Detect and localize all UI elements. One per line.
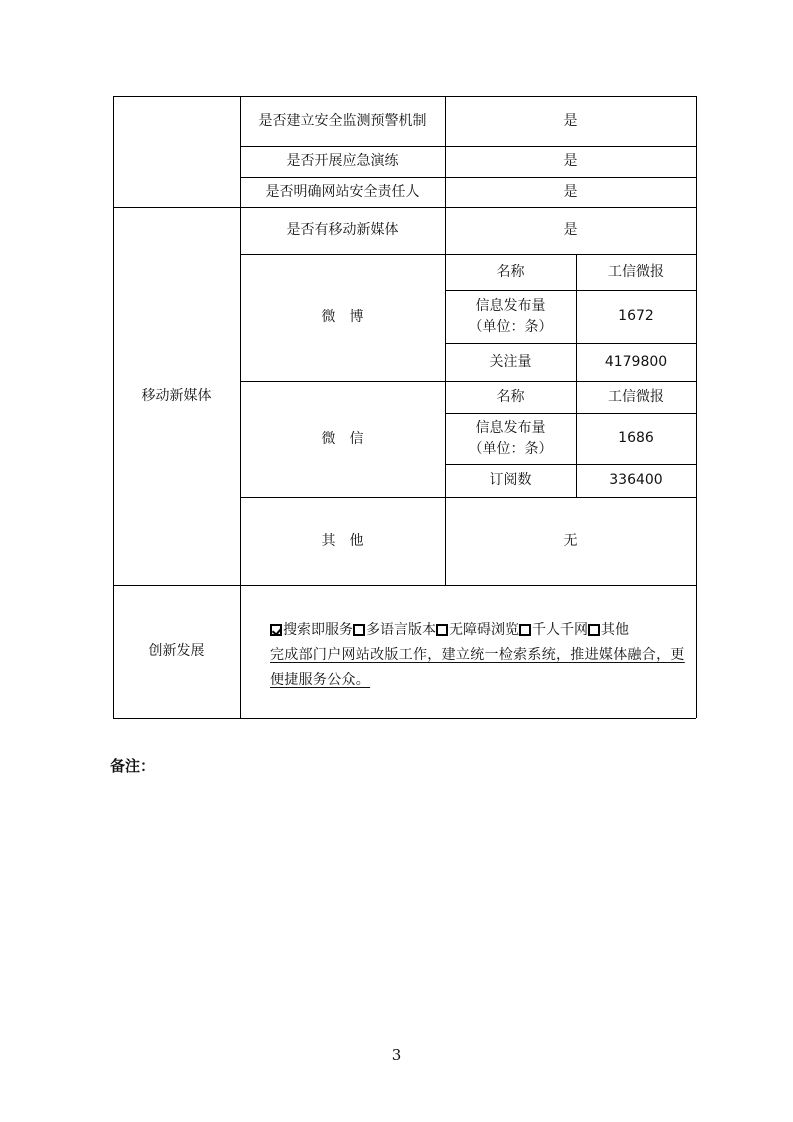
checkbox-other[interactable] [588,624,600,636]
option-personalized: 千人千网 [532,622,588,638]
weibo-followers-label: 关注量 [489,353,532,370]
notes-label: 备注： [110,757,156,775]
innovation-section-label: 创新发展 [148,643,205,659]
weibo-posts-label-line2: （单位：条） [468,318,553,335]
page-number: 3 [391,1046,402,1064]
wechat-subscribers-value: 336400 [609,472,663,488]
has-mobile-value: 是 [563,222,578,238]
option-multilingual: 多语言版本 [366,622,436,638]
has-mobile-label: 是否有移动新媒体 [286,222,399,238]
other-label: 其 他 [321,532,364,549]
wechat-posts-label [445,413,576,464]
weibo-posts-value: 1672 [618,308,654,324]
responsible-value: 是 [563,183,578,200]
responsible-label: 是否明确网站安全责任人 [265,183,420,200]
drill-value: 是 [563,153,578,169]
checkbox-multilingual[interactable] [353,624,365,636]
drill-label: 是否开展应急演练 [286,153,399,169]
wechat-posts-label-line1: 信息发布量 [475,419,546,436]
checkbox-personalized[interactable] [519,624,531,636]
wechat-posts-value: 1686 [618,430,654,446]
option-search-service: 搜索即服务 [283,622,353,638]
wechat-posts-label-line2: （单位：条） [468,440,553,457]
checkbox-search-service[interactable] [270,624,282,636]
wechat-name-label: 名称 [496,388,525,405]
mobile-section-label: 移动新媒体 [141,387,212,404]
option-accessibility: 无障碍浏览 [449,622,519,638]
weibo-label: 微 博 [321,309,364,325]
weibo-name-value: 工信微报 [608,263,664,280]
innovation-description: 完成部门户网站改版工作，建立统一检索系统，推进媒体融合，更便捷服务公众。 [270,647,685,688]
wechat-subscribers-label: 订阅数 [489,472,532,488]
wechat-label: 微 信 [321,430,364,447]
checkbox-accessibility[interactable] [436,624,448,636]
weibo-posts-label-line1: 信息发布量 [475,297,546,314]
wechat-name-value: 工信微报 [608,388,664,405]
monitoring-value: 是 [563,112,578,129]
weibo-followers-value: 4179800 [604,353,668,370]
weibo-posts-label [445,290,576,343]
option-other: 其他 [601,622,629,638]
other-value: 无 [563,532,578,549]
innovation-options [270,617,690,643]
monitoring-label: 是否建立安全监测预警机制 [258,112,427,129]
weibo-name-label: 名称 [496,263,525,280]
